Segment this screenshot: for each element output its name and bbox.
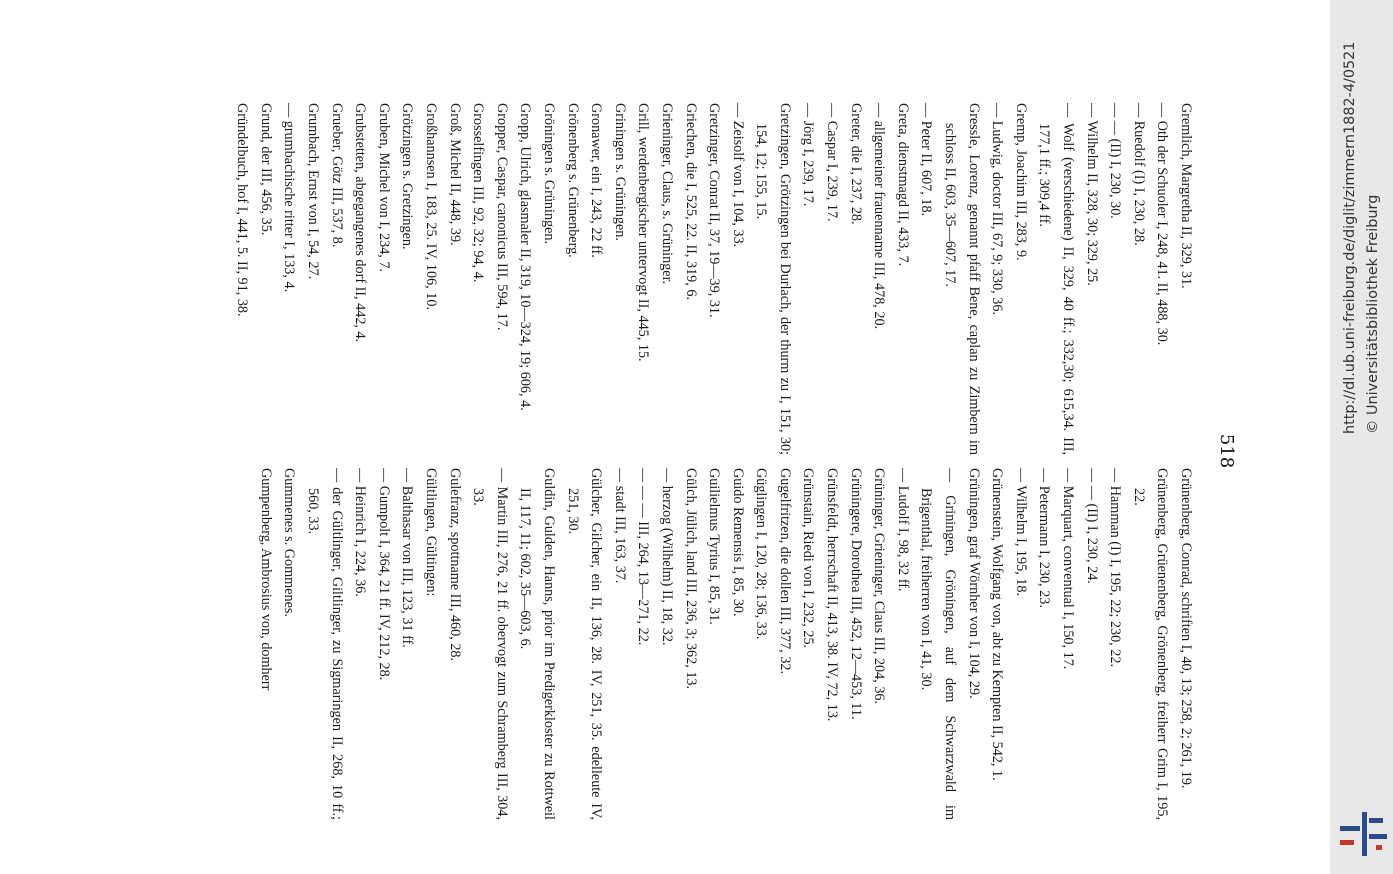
- index-entry: Gremlich, Margretha II, 329, 31.: [1178, 103, 1194, 289]
- index-entry: Greter, die I, 237, 28.: [847, 103, 864, 225]
- index-entry: — Jörg I, 239, 17.: [800, 103, 817, 207]
- index-entry: — Wilhelm II, 328, 30; 329, 25.: [1083, 103, 1100, 286]
- index-entry: — Ruedolf (I) I, 230, 28.: [1130, 103, 1147, 246]
- index-entry: Gülcher, Gilcher, ein II, 136, 28. IV, 251, 35. edelleute IV, 251, 30.: [564, 468, 605, 820]
- index-entry: Gropper, Caspar, canonicus III, 594, 17.: [493, 103, 510, 331]
- index-entry: Grönenberg s. Grünenberg.: [564, 103, 581, 258]
- ub-freiburg-logo-icon[interactable]: [1340, 812, 1388, 856]
- index-entry: — Peter II, 607, 18.: [918, 103, 935, 217]
- index-entry: — Ludwig, doctor III, 67, 9; 330, 36.: [989, 103, 1006, 315]
- index-entry: Gulefranz, spottname III, 460, 28.: [446, 468, 463, 662]
- index-entry: — Heinrich I, 224, 36.: [352, 468, 369, 597]
- index-entry: Grüningere, Dorothea III, 452, 12—453, 11.: [847, 468, 864, 720]
- index-entry: — Wolf (verschiedene) II, 329, 40 ff.; 332,30; 615,34. III, 177,1 ff.; 309,4 ff.: [1036, 103, 1077, 455]
- index-entry: Gülch, Jülich, land III, 236, 3; 362, 13.: [682, 468, 699, 690]
- index-entry: Gremp, Joachim III, 283, 9.: [1012, 103, 1029, 261]
- index-entry: Grünstain, Riedi von I, 232, 25.: [800, 468, 817, 649]
- index-entry: — stadt III, 163, 37.: [611, 468, 628, 584]
- index-entry: — Caspar I, 239, 17.: [824, 103, 841, 222]
- index-entry: Grünenberg, Conrad, schriften I, 40, 13; 258, 2; 261, 19.: [1178, 468, 1194, 789]
- index-entry: — — — III, 264, 13—271, 22.: [635, 468, 652, 646]
- index-entry: — Wilhelm I, 195, 18.: [1012, 468, 1029, 597]
- rotated-page-content: [137, 103, 1237, 873]
- index-entry: Grill, werdenbergischer untervogt II, 445, 15.: [635, 103, 652, 362]
- index-entry: Grumbach, Ernst von I, 54, 27.: [305, 103, 322, 280]
- index-entry: Grieninger, Claus, s. Grüninger.: [658, 103, 675, 285]
- index-entry: Gumpenberg, Ambrosius von, domherr: [257, 468, 274, 691]
- index-entry: Grünsfeldt, herrschaft II, 413, 38. IV, 72, 13.: [824, 468, 841, 722]
- index-entry: Grueber, Götz III, 537, 8.: [328, 103, 345, 248]
- index-entry: — Balthasar von III, 123, 31 ff.: [399, 468, 416, 648]
- index-entry: — allgemeiner frauenname III, 478, 20.: [871, 103, 888, 330]
- index-entry: Guldin, Gulden, Hanns, prior im Predigerkloster zu Rottweil II, 117, 11; 602, 35—603, 6.: [517, 468, 557, 820]
- index-column-left: [230, 103, 1197, 455]
- index-entry: Guido Remensis I, 85, 30.: [729, 468, 746, 617]
- index-column-right: [253, 468, 1197, 820]
- index-entry: — grumbachische ritter I, 133, 4.: [281, 103, 298, 293]
- index-entry: — herzog (Wilhelm) II, 18, 32.: [658, 468, 675, 646]
- index-entry: Grubstetten, abgegangenes dorf II, 442, 4.: [352, 103, 369, 343]
- index-entry: — Gumpolt I, 364, 21 ff. IV, 212, 28.: [375, 468, 392, 681]
- index-entry: Griningen s. Grüningen.: [611, 103, 628, 241]
- index-entry: Greta, dienstmagd II, 433, 7.: [894, 103, 911, 267]
- index-entry: — Petermann I, 230, 23.: [1036, 468, 1053, 608]
- index-entry: Grüninger, Grieninger, Claus III, 204, 36.: [871, 468, 888, 705]
- index-entry: — Oth der Schuoler I, 248, 41. II, 488, 30.: [1154, 103, 1171, 346]
- index-entry: Grund, der III, 456, 35.: [257, 103, 274, 236]
- index-entry: Griechen, die I, 525, 22. II, 319, 6.: [682, 103, 699, 300]
- index-entry: — — (II) I, 230, 24.: [1083, 468, 1100, 584]
- index-entry: Grünenberg, Grüenenberg, Grönenberg, freiherr Grim I, 195, 22.: [1130, 468, 1171, 820]
- copyright-notice: © Universitätsbibliothek Freiburg: [1365, 194, 1381, 434]
- index-entry: — Martin III, 276, 21 ff. obervogt zum Schramberg III, 304, 33.: [470, 468, 510, 820]
- index-entry: Gugelfritzen, die dollen III, 377, 32.: [776, 468, 793, 675]
- index-entry: Gummenes s. Gommenes.: [281, 468, 298, 617]
- index-entry: — — (II) I, 230, 30.: [1107, 103, 1124, 219]
- index-entry: Gropp, Ulrich, glasmaler II, 319, 10—324, 19; 606, 4.: [517, 103, 534, 411]
- index-entry: — Zeisolf von I, 104, 33.: [729, 103, 746, 248]
- index-entry: Gültlingen, Gültingen:: [423, 468, 439, 597]
- index-entry: Gretzingen, Grötzingen bei Durlach, der thurm zu I, 151, 30; 154, 12; 155, 15.: [753, 103, 793, 455]
- index-entry: Gretzinger, Conrat II, 37, 19—39, 31.: [706, 103, 723, 318]
- source-url[interactable]: http://dl.ub.uni-freiburg.de/diglit/zimmern1882-4/0521: [1342, 41, 1358, 434]
- index-entry: — Griningen, Gröningen, auf dem Schwarzwald im Brigenthal, freiherren von I, 41, 30.: [918, 468, 959, 820]
- sidebar-caption: [1339, 4, 1385, 434]
- index-entry: Grüningen, graf Wörnher von I, 104, 29.: [965, 468, 982, 699]
- index-entry: Groß, Michel II, 448, 39.: [446, 103, 463, 246]
- index-entry: Grosselfingen III, 92, 32; 94, 4.: [470, 103, 487, 283]
- index-entry: Güglingen I, 120, 28; 136, 33.: [753, 468, 770, 640]
- index-entry: Guilielmus Tyrius I, 85, 31.: [706, 468, 723, 625]
- index-entry: Gründelbuch, hof I, 441, 5. II, 91, 38.: [234, 103, 251, 317]
- index-entry: Grötzingen s. Gretzingen.: [399, 103, 416, 250]
- index-entry: Grünenstein, Wolfgang von, abt zu Kempten II, 542, 1.: [989, 468, 1006, 781]
- index-entry: Großhannsen I, 183, 25. IV, 106, 10.: [423, 103, 439, 311]
- index-entry: Gronawer, ein I, 243, 22 ff.: [588, 103, 605, 258]
- index-entry: — Marquart, conventual I, 150, 17.: [1060, 468, 1077, 670]
- index-entry: Gressle, Lorenz, genannt pfaff Bene, caplan zu Zimbern im schloss II, 603, 35—607, 17.: [942, 103, 982, 455]
- index-entry: Gröningen s. Grüningen.: [540, 103, 557, 245]
- index-entry: — der Gültlinger, Giltlinger, zu Sigmaringen II, 268, 10 ff.; 560, 33.: [305, 468, 345, 820]
- page-number: 518: [1216, 433, 1237, 469]
- index-entry: — Ludolf I, 98, 32 ff.: [894, 468, 911, 592]
- index-entry: Gruben, Michel von I, 234, 7.: [375, 103, 392, 273]
- index-entry: — Hamman (I) I, 195, 22; 230, 22.: [1107, 468, 1124, 667]
